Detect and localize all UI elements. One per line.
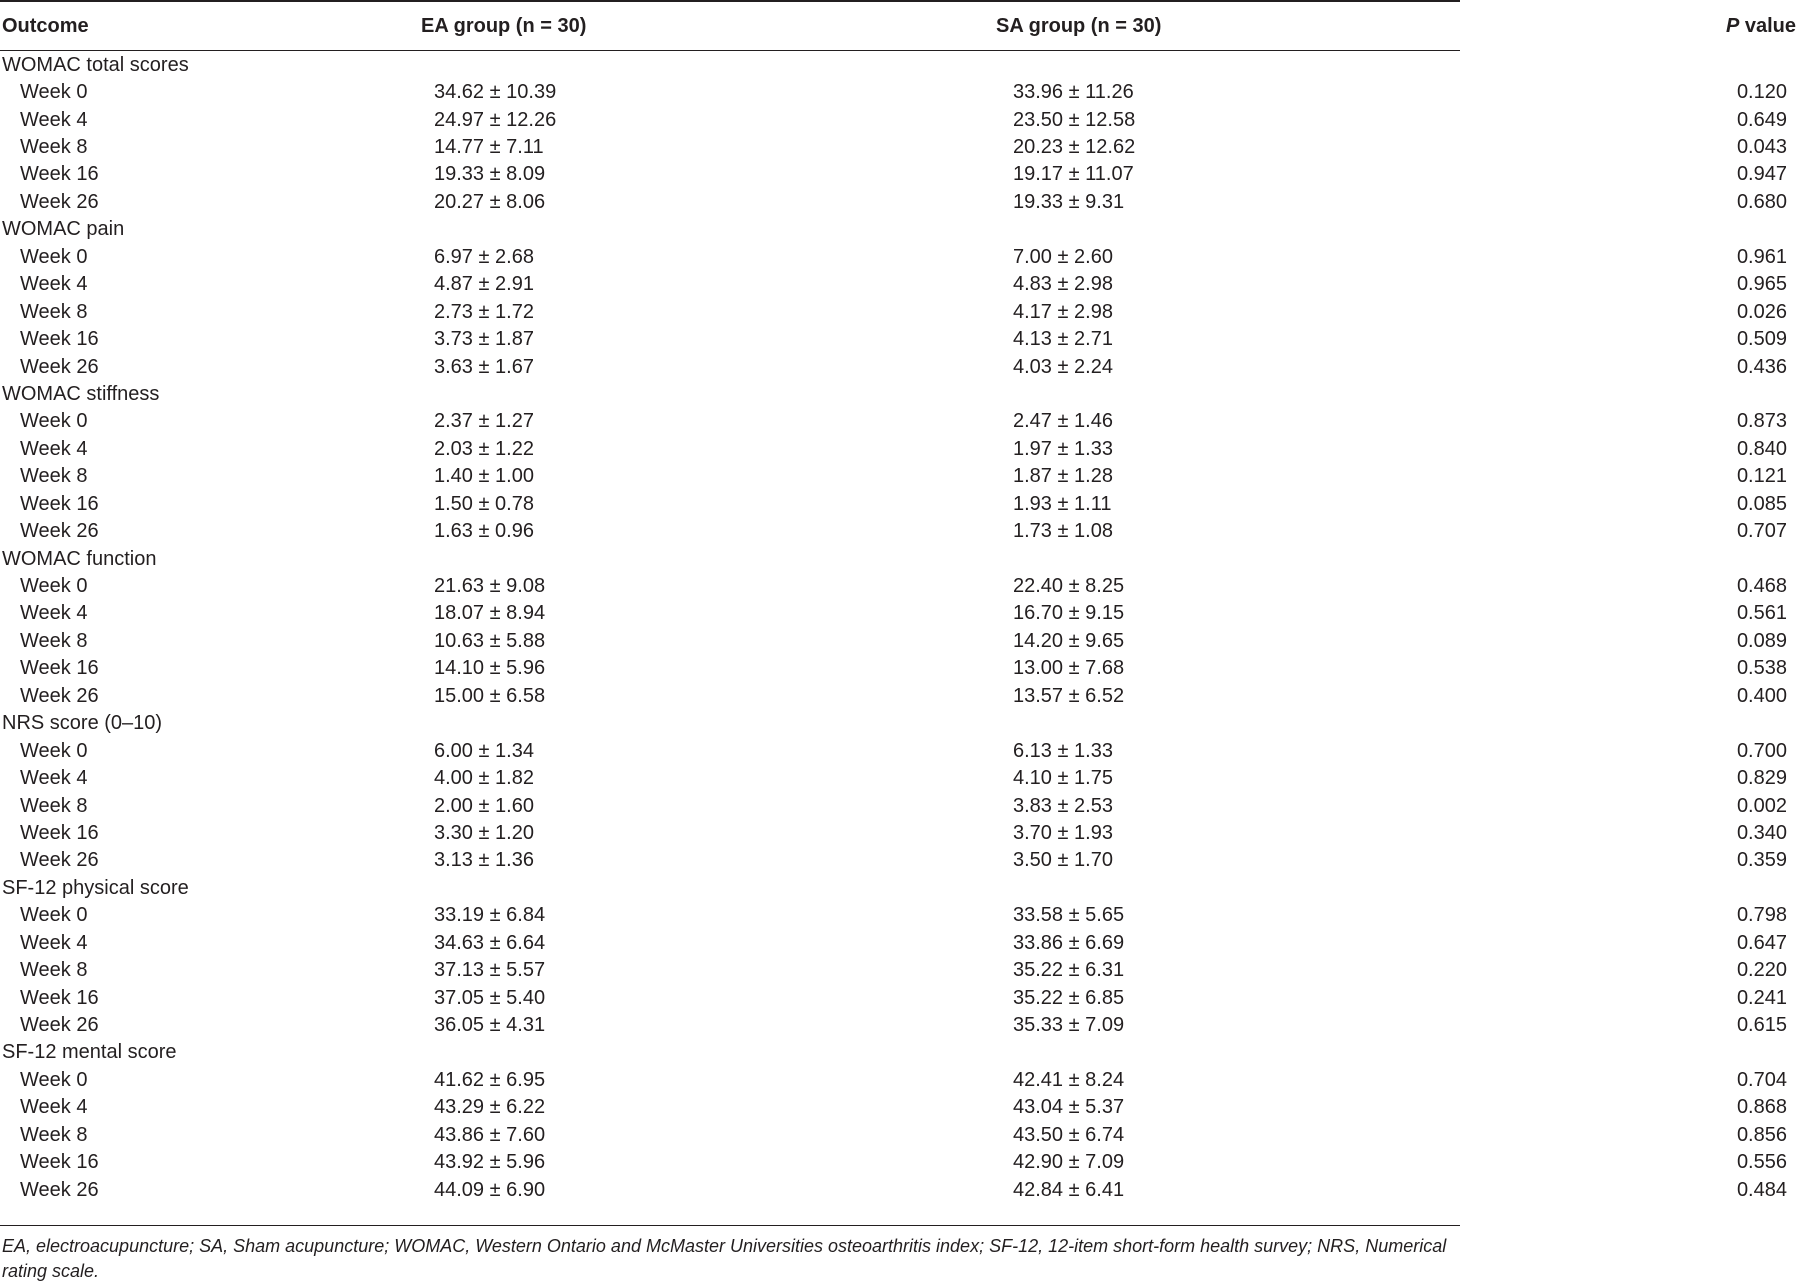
row-ea-value: 19.33 ± 8.09: [434, 163, 546, 186]
section-title: SF-12 mental score: [2, 1041, 177, 1064]
row-p-value: 0.704: [1736, 1068, 1787, 1091]
table-row: [0, 1149, 1798, 1176]
row-week-label: Week 16: [20, 986, 99, 1009]
row-ea-value: 6.00 ± 1.34: [434, 739, 534, 762]
row-ea-value: 43.92 ± 5.96: [434, 1151, 546, 1174]
table-row: [0, 188, 1798, 215]
row-sa-value: 43.50 ± 6.74: [1013, 1123, 1125, 1146]
row-sa-value: 6.13 ± 1.33: [1013, 739, 1113, 762]
row-ea-value: 43.29 ± 6.22: [434, 1096, 546, 1119]
table-row: [0, 106, 1798, 133]
section-title: WOMAC function: [2, 547, 157, 570]
row-p-value: 0.085: [1736, 492, 1787, 515]
row-ea-value: 2.00 ± 1.60: [434, 794, 534, 817]
table-row: [0, 133, 1798, 160]
row-sa-value: 1.93 ± 1.11: [1013, 492, 1112, 515]
table-row: [0, 737, 1798, 764]
row-sa-value: 1.73 ± 1.08: [1013, 520, 1113, 543]
row-ea-value: 15.00 ± 6.58: [434, 684, 546, 707]
row-week-label: Week 26: [20, 1014, 99, 1037]
row-ea-value: 34.63 ± 6.64: [434, 931, 546, 954]
row-p-value: 0.509: [1736, 328, 1787, 351]
row-ea-value: 2.73 ± 1.72: [434, 300, 534, 323]
table-row: [0, 984, 1798, 1011]
table-row: [0, 517, 1798, 544]
row-sa-value: 13.00 ± 7.68: [1013, 657, 1125, 680]
row-week-label: Week 0: [20, 1068, 88, 1091]
row-week-label: Week 26: [20, 520, 99, 543]
row-sa-value: 2.47 ± 1.46: [1013, 410, 1113, 433]
row-p-value: 0.026: [1736, 300, 1787, 323]
row-week-label: Week 26: [20, 1178, 99, 1201]
row-week-label: Week 8: [20, 300, 88, 323]
section-header-row: [0, 710, 1798, 737]
table-row: [0, 1176, 1798, 1203]
section-title: NRS score (0–10): [2, 712, 163, 735]
table-row: [0, 271, 1798, 298]
section-header-row: [0, 874, 1798, 901]
section-header-row: [0, 51, 1798, 78]
table-row: [0, 600, 1798, 627]
row-ea-value: 18.07 ± 8.94: [434, 602, 546, 625]
row-week-label: Week 4: [20, 767, 88, 790]
row-week-label: Week 0: [20, 81, 88, 104]
row-sa-value: 19.33 ± 9.31: [1013, 190, 1125, 213]
row-sa-value: 7.00 ± 2.60: [1013, 245, 1113, 268]
table-row: [0, 956, 1798, 983]
row-week-label: Week 16: [20, 163, 99, 186]
row-p-value: 0.965: [1736, 273, 1787, 296]
row-week-label: Week 4: [20, 1096, 88, 1119]
row-p-value: 0.829: [1736, 767, 1787, 790]
row-week-label: Week 0: [20, 904, 88, 927]
row-ea-value: 24.97 ± 12.26: [434, 108, 557, 131]
row-ea-value: 14.10 ± 5.96: [434, 657, 546, 680]
row-week-label: Week 26: [20, 849, 99, 872]
row-ea-value: 10.63 ± 5.88: [434, 629, 546, 652]
row-sa-value: 42.41 ± 8.24: [1013, 1068, 1125, 1091]
row-p-value: 0.436: [1736, 355, 1787, 378]
table-row: [0, 435, 1798, 462]
row-p-value: 0.359: [1736, 849, 1787, 872]
row-p-value: 0.615: [1736, 1014, 1787, 1037]
table-row: [0, 847, 1798, 874]
row-ea-value: 41.62 ± 6.95: [434, 1068, 546, 1091]
row-p-value: 0.700: [1736, 739, 1787, 762]
row-sa-value: 1.97 ± 1.33: [1013, 437, 1113, 460]
row-sa-value: 42.84 ± 6.41: [1013, 1178, 1125, 1201]
row-p-value: 0.043: [1736, 136, 1787, 159]
row-p-value: 0.538: [1736, 657, 1787, 680]
row-sa-value: 23.50 ± 12.58: [1013, 108, 1136, 131]
row-week-label: Week 0: [20, 245, 88, 268]
row-ea-value: 37.05 ± 5.40: [434, 986, 546, 1009]
row-sa-value: 4.17 ± 2.98: [1013, 300, 1113, 323]
row-p-value: 0.868: [1736, 1096, 1787, 1119]
row-ea-value: 14.77 ± 7.11: [434, 136, 544, 159]
row-week-label: Week 16: [20, 657, 99, 680]
row-sa-value: 22.40 ± 8.25: [1013, 575, 1125, 598]
section-title: SF-12 physical score: [2, 876, 189, 899]
row-sa-value: 20.23 ± 12.62: [1013, 136, 1136, 159]
row-week-label: Week 4: [20, 931, 88, 954]
row-week-label: Week 26: [20, 190, 99, 213]
row-p-value: 0.484: [1736, 1178, 1787, 1201]
row-week-label: Week 0: [20, 739, 88, 762]
table-row: [0, 929, 1798, 956]
table-body: [0, 51, 1798, 1203]
section-title: WOMAC total scores: [2, 53, 189, 76]
row-ea-value: 4.87 ± 2.91: [434, 273, 534, 296]
table-row: [0, 298, 1798, 325]
row-week-label: Week 16: [20, 821, 99, 844]
table-row: [0, 353, 1798, 380]
row-p-value: 0.707: [1736, 520, 1787, 543]
row-p-value: 0.798: [1736, 904, 1787, 927]
table-row: [0, 243, 1798, 270]
row-week-label: Week 4: [20, 437, 88, 460]
row-week-label: Week 8: [20, 136, 88, 159]
table-row: [0, 627, 1798, 654]
table-row: [0, 819, 1798, 846]
section-header-row: [0, 545, 1798, 572]
row-p-value: 0.961: [1736, 245, 1787, 268]
row-ea-value: 2.37 ± 1.27: [434, 410, 534, 433]
row-sa-value: 13.57 ± 6.52: [1013, 684, 1125, 707]
table-row: [0, 78, 1798, 105]
row-p-value: 0.220: [1736, 959, 1787, 982]
table-row: [0, 764, 1798, 791]
row-p-value: 0.241: [1736, 986, 1787, 1009]
row-ea-value: 43.86 ± 7.60: [434, 1123, 546, 1146]
table-row: [0, 682, 1798, 709]
row-sa-value: 33.96 ± 11.26: [1013, 81, 1134, 104]
row-sa-value: 33.58 ± 5.65: [1013, 904, 1125, 927]
row-sa-value: 4.10 ± 1.75: [1013, 767, 1113, 790]
table-row: [0, 1121, 1798, 1148]
table-bottom-rule: [0, 1225, 1460, 1226]
section-header-row: [0, 216, 1798, 243]
row-sa-value: 16.70 ± 9.15: [1013, 602, 1125, 625]
row-ea-value: 4.00 ± 1.82: [434, 767, 534, 790]
row-p-value: 0.680: [1736, 190, 1787, 213]
row-ea-value: 1.50 ± 0.78: [434, 492, 534, 515]
section-title: WOMAC stiffness: [2, 382, 160, 405]
table-row: [0, 161, 1798, 188]
row-sa-value: 14.20 ± 9.65: [1013, 629, 1125, 652]
row-p-value: 0.340: [1736, 821, 1787, 844]
row-sa-value: 35.33 ± 7.09: [1013, 1014, 1125, 1037]
row-ea-value: 44.09 ± 6.90: [434, 1178, 546, 1201]
row-ea-value: 3.13 ± 1.36: [434, 849, 534, 872]
row-p-value: 0.856: [1736, 1123, 1787, 1146]
row-sa-value: 3.70 ± 1.93: [1013, 821, 1113, 844]
row-ea-value: 3.73 ± 1.87: [434, 328, 534, 351]
header-row: [0, 0, 1798, 51]
row-ea-value: 33.19 ± 6.84: [434, 904, 546, 927]
row-week-label: Week 8: [20, 629, 88, 652]
row-p-value: 0.121: [1736, 465, 1787, 488]
table-row: [0, 463, 1798, 490]
table-row: [0, 572, 1798, 599]
row-week-label: Week 4: [20, 273, 88, 296]
row-p-value: 0.556: [1736, 1151, 1787, 1174]
row-sa-value: 1.87 ± 1.28: [1013, 465, 1113, 488]
row-ea-value: 3.30 ± 1.20: [434, 821, 534, 844]
row-sa-value: 42.90 ± 7.09: [1013, 1151, 1125, 1174]
header-p-suffix: value: [1739, 14, 1796, 37]
section-header-row: [0, 1039, 1798, 1066]
row-ea-value: 2.03 ± 1.22: [434, 437, 534, 460]
row-p-value: 0.120: [1736, 81, 1787, 104]
header-ea-group: EA group (n = 30): [421, 14, 587, 37]
table-row: [0, 1011, 1798, 1038]
row-p-value: 0.468: [1736, 575, 1787, 598]
row-p-value: 0.561: [1736, 602, 1787, 625]
row-week-label: Week 8: [20, 959, 88, 982]
row-ea-value: 1.63 ± 0.96: [434, 520, 534, 543]
row-sa-value: 35.22 ± 6.85: [1013, 986, 1125, 1009]
row-p-value: 0.089: [1736, 629, 1787, 652]
table-row: [0, 792, 1798, 819]
row-week-label: Week 8: [20, 794, 88, 817]
header-p-value: [1646, 0, 1798, 51]
row-ea-value: 3.63 ± 1.67: [434, 355, 534, 378]
row-sa-value: 4.83 ± 2.98: [1013, 273, 1113, 296]
row-sa-value: 19.17 ± 11.07: [1013, 163, 1134, 186]
table-row: [0, 408, 1798, 435]
row-week-label: Week 8: [20, 465, 88, 488]
row-p-value: 0.873: [1736, 410, 1787, 433]
table-row: [0, 1094, 1798, 1121]
row-p-value: 0.002: [1736, 794, 1787, 817]
row-week-label: Week 16: [20, 1151, 99, 1174]
row-ea-value: 1.40 ± 1.00: [434, 465, 534, 488]
row-sa-value: 35.22 ± 6.31: [1013, 959, 1125, 982]
section-header-row: [0, 380, 1798, 407]
row-sa-value: 4.13 ± 2.71: [1013, 328, 1113, 351]
row-sa-value: 3.83 ± 2.53: [1013, 794, 1113, 817]
row-week-label: Week 4: [20, 602, 88, 625]
row-sa-value: 3.50 ± 1.70: [1013, 849, 1113, 872]
table-footnote: EA, electroacupuncture; SA, Sham acupuncture; WOMAC, Western Ontario and McMaster Universities osteoarthritis index; SF-12, 12-item short-form health survey; NRS, Numerical rating scale.: [2, 1236, 1447, 1281]
header-sa-group: SA group (n = 30): [996, 14, 1162, 37]
header-p-letter: P: [1725, 14, 1740, 37]
table-row: [0, 490, 1798, 517]
row-ea-value: 21.63 ± 9.08: [434, 575, 546, 598]
table-row: [0, 1066, 1798, 1093]
row-p-value: 0.840: [1736, 437, 1787, 460]
table-row: [0, 655, 1798, 682]
row-ea-value: 34.62 ± 10.39: [434, 81, 557, 104]
row-ea-value: 37.13 ± 5.57: [434, 959, 546, 982]
row-sa-value: 4.03 ± 2.24: [1013, 355, 1113, 378]
section-title: WOMAC pain: [2, 218, 125, 241]
row-ea-value: 6.97 ± 2.68: [434, 245, 534, 268]
row-p-value: 0.647: [1736, 931, 1787, 954]
row-week-label: Week 0: [20, 575, 88, 598]
row-p-value: 0.947: [1736, 163, 1787, 186]
row-week-label: Week 16: [20, 328, 99, 351]
row-sa-value: 33.86 ± 6.69: [1013, 931, 1125, 954]
row-p-value: 0.400: [1736, 684, 1787, 707]
row-week-label: Week 16: [20, 492, 99, 515]
row-ea-value: 36.05 ± 4.31: [434, 1014, 546, 1037]
table-header: [0, 0, 1798, 51]
row-sa-value: 43.04 ± 5.37: [1013, 1096, 1125, 1119]
row-p-value: 0.649: [1736, 108, 1787, 131]
header-outcome: Outcome: [2, 14, 89, 37]
table-row: [0, 325, 1798, 352]
row-week-label: Week 8: [20, 1123, 88, 1146]
row-week-label: Week 26: [20, 355, 99, 378]
table-row: [0, 902, 1798, 929]
row-week-label: Week 0: [20, 410, 88, 433]
row-week-label: Week 4: [20, 108, 88, 131]
row-ea-value: 20.27 ± 8.06: [434, 190, 546, 213]
row-week-label: Week 26: [20, 684, 99, 707]
